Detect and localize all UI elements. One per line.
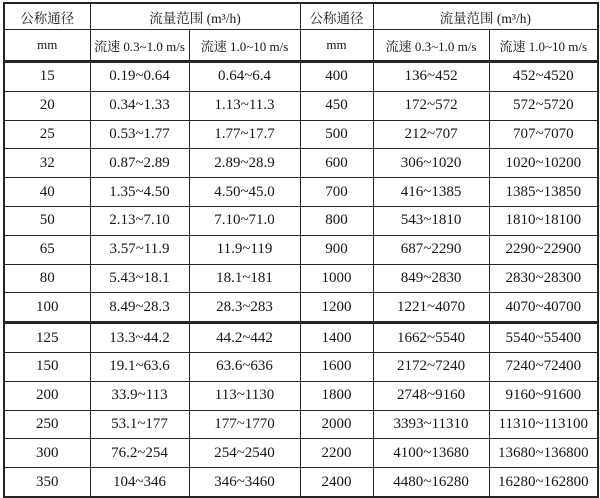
dn-cell: 1000 (300, 264, 373, 293)
flow-high-cell: 44.2~442 (189, 323, 300, 353)
flow-high-cell: 2830~28300 (489, 264, 598, 293)
dn-cell: 65 (4, 235, 90, 264)
table-row (4, 235, 598, 264)
dn-cell: 500 (300, 120, 373, 149)
flow-low-cell: 0.19~0.64 (90, 62, 189, 92)
dn-cell: 200 (4, 381, 90, 410)
dn-cell: 1800 (300, 381, 373, 410)
table-row (4, 91, 598, 120)
velocity-low-header-right: 流速 0.3~1.0 m/s (373, 30, 489, 62)
dn-cell: 2200 (300, 439, 373, 468)
flow-low-cell: 172~572 (373, 91, 489, 120)
flow-high-cell: 0.64~6.4 (189, 62, 300, 92)
table-row (4, 381, 598, 410)
flow-high-cell: 11310~113100 (489, 410, 598, 439)
diameter-unit-right: mm (300, 30, 373, 62)
flow-range-table (3, 2, 599, 498)
velocity-high-header-right: 流速 1.0~10 m/s (489, 30, 598, 62)
flow-high-cell: 113~1130 (189, 381, 300, 410)
flow-low-cell: 849~2830 (373, 264, 489, 293)
dn-cell: 100 (4, 293, 90, 323)
flow-low-cell: 3.57~11.9 (90, 235, 189, 264)
table-row (4, 439, 598, 468)
diameter-unit-left: mm (4, 30, 90, 62)
flow-low-cell: 5.43~18.1 (90, 264, 189, 293)
flow-high-cell: 346~3460 (189, 468, 300, 497)
header-row-1 (4, 3, 598, 30)
flow-high-cell: 452~4520 (489, 62, 598, 92)
flow-low-cell: 33.9~113 (90, 381, 189, 410)
flow-low-cell: 8.49~28.3 (90, 293, 189, 323)
dn-cell: 600 (300, 149, 373, 178)
flow-high-cell: 13680~136800 (489, 439, 598, 468)
flow-high-cell: 4070~40700 (489, 293, 598, 323)
flow-low-cell: 306~1020 (373, 149, 489, 178)
flow-high-cell: 5540~55400 (489, 323, 598, 353)
flow-range-header-left: 流量范围 (m³/h) (90, 3, 300, 30)
flow-high-cell: 1.77~17.7 (189, 120, 300, 149)
flow-high-cell: 1385~13850 (489, 178, 598, 207)
dn-cell: 700 (300, 178, 373, 207)
flow-high-cell: 28.3~283 (189, 293, 300, 323)
flow-low-cell: 53.1~177 (90, 410, 189, 439)
dn-cell: 40 (4, 178, 90, 207)
table-row (4, 206, 598, 235)
flow-high-cell: 9160~91600 (489, 381, 598, 410)
flow-high-cell: 572~5720 (489, 91, 598, 120)
table-row (4, 149, 598, 178)
dn-cell: 20 (4, 91, 90, 120)
dn-cell: 50 (4, 206, 90, 235)
flow-low-cell: 0.34~1.33 (90, 91, 189, 120)
flow-high-cell: 2.89~28.9 (189, 149, 300, 178)
flow-low-cell: 212~707 (373, 120, 489, 149)
flow-high-cell: 7240~72400 (489, 352, 598, 381)
dn-cell: 800 (300, 206, 373, 235)
table-row (4, 352, 598, 381)
flow-high-cell: 11.9~119 (189, 235, 300, 264)
flow-low-cell: 543~1810 (373, 206, 489, 235)
flow-high-cell: 1.13~11.3 (189, 91, 300, 120)
flow-low-cell: 19.1~63.6 (90, 352, 189, 381)
dn-cell: 900 (300, 235, 373, 264)
flow-low-cell: 416~1385 (373, 178, 489, 207)
dn-cell: 80 (4, 264, 90, 293)
flow-high-cell: 1020~10200 (489, 149, 598, 178)
flow-high-cell: 177~1770 (189, 410, 300, 439)
flow-high-cell: 7.10~71.0 (189, 206, 300, 235)
flow-low-cell: 2748~9160 (373, 381, 489, 410)
flow-low-cell: 104~346 (90, 468, 189, 497)
flow-range-header-right: 流量范围 (m³/h) (373, 3, 598, 30)
flow-low-cell: 3393~11310 (373, 410, 489, 439)
flow-low-cell: 4480~16280 (373, 468, 489, 497)
table-row (4, 410, 598, 439)
dn-cell: 15 (4, 62, 90, 92)
table-row (4, 120, 598, 149)
table-row (4, 323, 598, 353)
table-row (4, 62, 598, 92)
flow-high-cell: 63.6~636 (189, 352, 300, 381)
flow-high-cell: 254~2540 (189, 439, 300, 468)
dn-cell: 150 (4, 352, 90, 381)
flow-low-cell: 687~2290 (373, 235, 489, 264)
dn-cell: 2400 (300, 468, 373, 497)
flow-low-cell: 13.3~44.2 (90, 323, 189, 353)
dn-cell: 400 (300, 62, 373, 92)
dn-cell: 25 (4, 120, 90, 149)
header-row-2 (4, 30, 598, 62)
dn-cell: 32 (4, 149, 90, 178)
flow-low-cell: 2.13~7.10 (90, 206, 189, 235)
dn-cell: 1200 (300, 293, 373, 323)
flow-low-cell: 1221~4070 (373, 293, 489, 323)
flow-low-cell: 136~452 (373, 62, 489, 92)
flow-high-cell: 18.1~181 (189, 264, 300, 293)
flow-low-cell: 76.2~254 (90, 439, 189, 468)
flow-high-cell: 1810~18100 (489, 206, 598, 235)
flow-low-cell: 1662~5540 (373, 323, 489, 353)
dn-cell: 1400 (300, 323, 373, 353)
diameter-header-left: 公称通径 (4, 3, 90, 30)
dn-cell: 250 (4, 410, 90, 439)
flow-high-cell: 16280~162800 (489, 468, 598, 497)
dn-cell: 350 (4, 468, 90, 497)
velocity-high-header-left: 流速 1.0~10 m/s (189, 30, 300, 62)
diameter-header-right: 公称通径 (300, 3, 373, 30)
flow-high-cell: 2290~22900 (489, 235, 598, 264)
dn-cell: 2000 (300, 410, 373, 439)
flow-low-cell: 2172~7240 (373, 352, 489, 381)
flow-low-cell: 0.87~2.89 (90, 149, 189, 178)
dn-cell: 1600 (300, 352, 373, 381)
flow-high-cell: 707~7070 (489, 120, 598, 149)
velocity-low-header-left: 流速 0.3~1.0 m/s (90, 30, 189, 62)
flow-low-cell: 4100~13680 (373, 439, 489, 468)
table-row (4, 468, 598, 497)
table-row (4, 178, 598, 207)
flow-low-cell: 1.35~4.50 (90, 178, 189, 207)
table-row (4, 293, 598, 323)
flow-low-cell: 0.53~1.77 (90, 120, 189, 149)
dn-cell: 300 (4, 439, 90, 468)
dn-cell: 125 (4, 323, 90, 353)
table-row (4, 264, 598, 293)
dn-cell: 450 (300, 91, 373, 120)
flow-high-cell: 4.50~45.0 (189, 178, 300, 207)
